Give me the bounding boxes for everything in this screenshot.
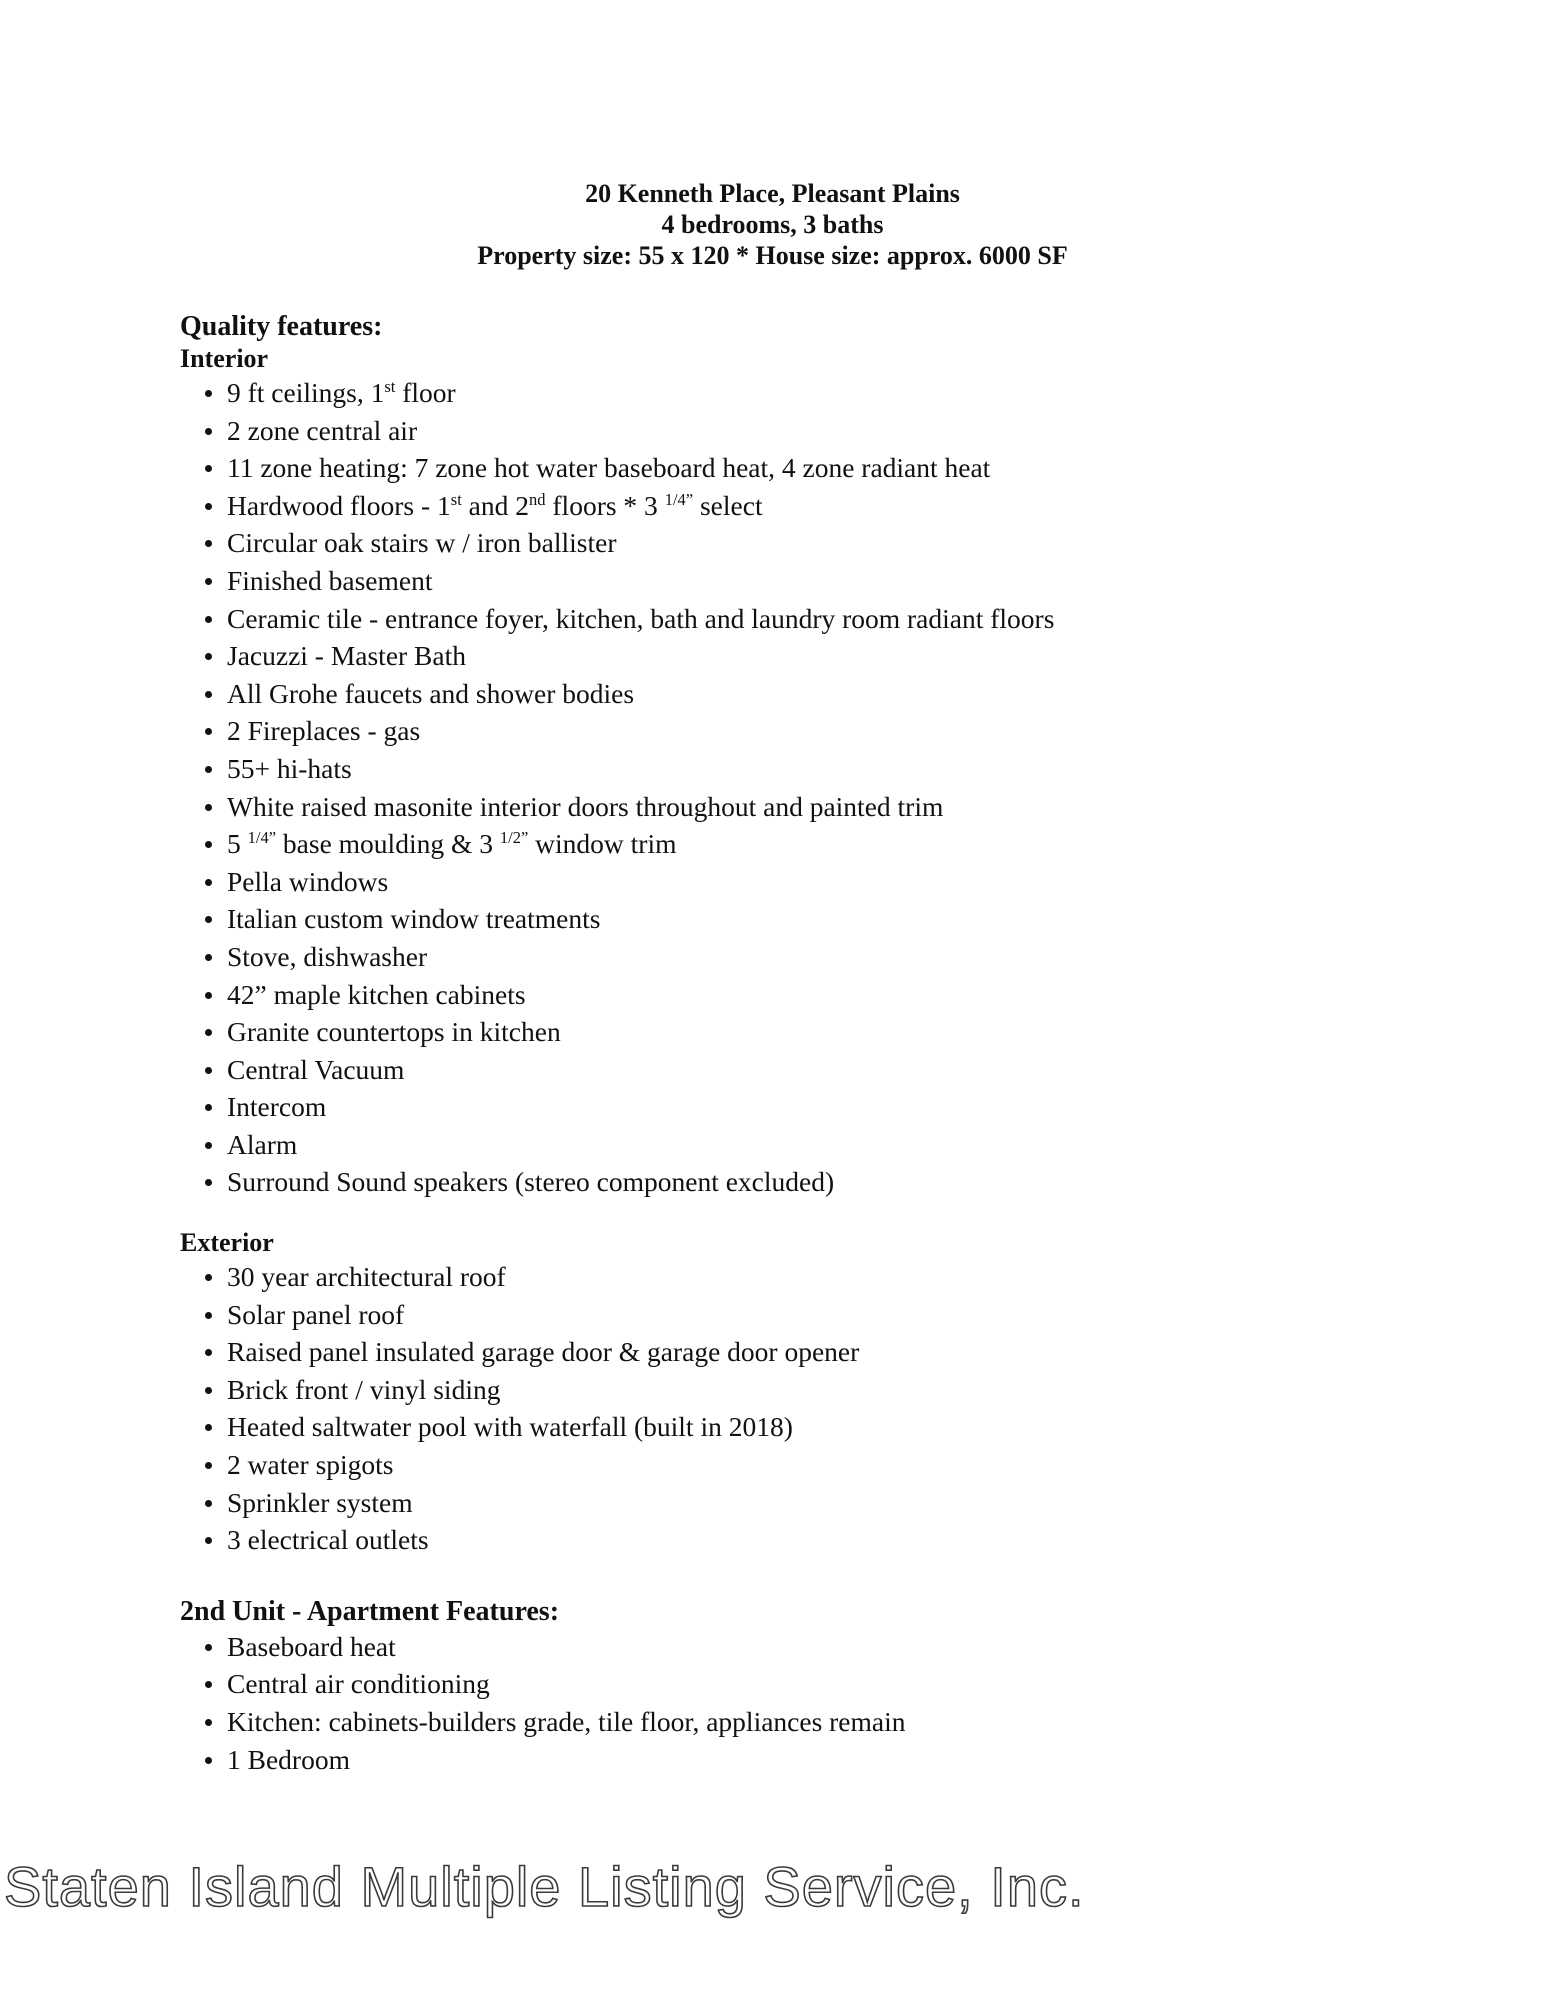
bullet-icon [205, 1349, 212, 1356]
bullet-icon [205, 766, 212, 773]
list-item-text: Solar panel roof [227, 1298, 405, 1330]
list-item-text: Jacuzzi - Master Bath [227, 640, 467, 672]
list-item-text: All Grohe faucets and shower bodies [227, 677, 635, 709]
bullet-icon [205, 540, 212, 547]
list-item [180, 900, 1380, 938]
list-item [180, 1258, 1380, 1296]
list-item [180, 750, 1380, 788]
property-size-line: Property size: 55 x 120 * House size: approx. 6000 SF [477, 241, 1068, 270]
list-item-text: 2 water spigots [227, 1449, 394, 1481]
list-item [180, 1013, 1380, 1051]
list-item-text: window trim [528, 828, 677, 860]
list-item-text: 42” maple kitchen cabinets [227, 978, 526, 1010]
bullet-icon [205, 1274, 212, 1281]
bullet-icon [205, 1644, 212, 1651]
superscript-text: st [384, 376, 396, 396]
bullet-icon [205, 1500, 212, 1507]
exterior-heading: Exterior [180, 1228, 274, 1258]
bullet-icon [205, 503, 212, 510]
quality-features-heading: Quality features: [180, 311, 383, 342]
list-item [180, 788, 1380, 826]
bullet-icon [205, 728, 212, 735]
bullet-icon [205, 691, 212, 698]
bullet-icon [205, 653, 212, 660]
bullet-icon [205, 578, 212, 585]
list-item [180, 1741, 1380, 1779]
bedrooms-baths: 4 bedrooms, 3 baths [661, 210, 884, 239]
list-item [180, 449, 1380, 487]
list-item-text: Finished basement [227, 564, 433, 596]
list-item [180, 1484, 1380, 1522]
list-item-text: Kitchen: cabinets-builders grade, tile floor, appliances remain [227, 1706, 906, 1737]
list-item-text: Heated saltwater pool with waterfall (built in 2018) [227, 1411, 793, 1443]
list-item-text: Pella windows [227, 865, 389, 897]
list-item [180, 1296, 1380, 1334]
exterior-feature-list [180, 1258, 1380, 1559]
list-item [180, 487, 1380, 525]
list-item [180, 976, 1380, 1014]
list-item-text: 3 electrical outlets [227, 1524, 429, 1556]
list-item [180, 1371, 1380, 1409]
list-item [180, 1446, 1380, 1484]
list-item [180, 637, 1380, 675]
list-item-text: Central Vacuum [227, 1053, 405, 1085]
list-item [180, 1051, 1380, 1089]
bullet-icon [205, 1067, 212, 1074]
bullet-icon [205, 390, 212, 397]
list-item-text: select [693, 489, 763, 521]
bullet-icon [205, 992, 212, 999]
list-item-text: Granite countertops in kitchen [227, 1016, 561, 1048]
list-item [180, 1521, 1380, 1559]
list-item-text: and 2 [461, 489, 530, 521]
list-item-text: Hardwood floors - 1 [227, 489, 451, 521]
list-item-text: 55+ hi-hats [227, 752, 352, 784]
list-item-text: Sprinkler system [227, 1486, 413, 1518]
list-item [180, 1665, 1380, 1703]
superscript-text: 1/4” [664, 489, 694, 509]
bullet-icon [205, 1757, 212, 1764]
property-address: 20 Kenneth Place, Pleasant Plains [585, 179, 960, 208]
list-item [180, 863, 1380, 901]
list-item [180, 562, 1380, 600]
list-item-text: 5 [227, 828, 248, 860]
bullet-icon [205, 1424, 212, 1431]
list-item-text: Raised panel insulated garage door & garage door opener [227, 1336, 860, 1368]
apartment-features-heading: 2nd Unit - Apartment Features: [180, 1595, 560, 1627]
bullet-icon [205, 1029, 212, 1036]
list-item [180, 1628, 1380, 1666]
list-item-text: Circular oak stairs w / iron ballister [227, 527, 617, 559]
superscript-text: nd [529, 489, 546, 509]
superscript-text: 1/2” [499, 827, 529, 847]
list-item-text: base moulding & 3 [276, 828, 500, 860]
bullet-icon [205, 1681, 212, 1688]
list-item-text: Surround Sound speakers (stereo component excluded) [227, 1166, 835, 1198]
list-item [180, 1333, 1380, 1371]
interior-heading: Interior [180, 344, 269, 373]
list-item [180, 1163, 1380, 1201]
list-item [180, 825, 1380, 863]
bullet-icon [205, 841, 212, 848]
list-item-text: 9 ft ceilings, 1 [227, 377, 385, 408]
list-item-text: Italian custom window treatments [227, 903, 601, 935]
bullet-icon [205, 916, 212, 923]
list-item [180, 524, 1380, 562]
list-item-text: Stove, dishwasher [227, 940, 428, 972]
bullet-icon [205, 616, 212, 623]
bullet-icon [205, 465, 212, 472]
list-item-text: Brick front / vinyl siding [227, 1373, 501, 1405]
apartment-feature-list [180, 1628, 1380, 1778]
list-item-text: floor [395, 377, 456, 408]
superscript-text: st [450, 489, 462, 509]
interior-feature-list [180, 374, 1380, 1201]
list-item [180, 1408, 1380, 1446]
list-item-text: Central air conditioning [227, 1668, 490, 1700]
document-header [0, 178, 1545, 271]
bullet-icon [205, 1312, 212, 1319]
bullet-icon [205, 804, 212, 811]
list-item-text: White raised masonite interior doors throughout and painted trim [227, 790, 944, 822]
section-spacer [180, 1559, 1380, 1596]
bullet-icon [205, 1462, 212, 1469]
list-item [180, 1126, 1380, 1164]
list-item-text: Intercom [227, 1091, 327, 1123]
list-item [180, 412, 1380, 450]
list-item-text: floors * 3 [545, 489, 665, 521]
bullet-icon [205, 954, 212, 961]
bullet-icon [205, 1719, 212, 1726]
bullet-icon [205, 1387, 212, 1394]
superscript-text: 1/4” [247, 827, 277, 847]
mls-watermark: Staten Island Multiple Listing Service, Inc. [4, 1855, 1085, 1918]
bullet-icon [205, 1142, 212, 1149]
list-item [180, 675, 1380, 713]
list-item [180, 600, 1380, 638]
bullet-icon [205, 1179, 212, 1186]
bullet-icon [205, 428, 212, 435]
bullet-icon [205, 1104, 212, 1111]
list-item [180, 712, 1380, 750]
list-item-text: 11 zone heating: 7 zone hot water baseboard heat, 4 zone radiant heat [227, 452, 991, 484]
list-item [180, 374, 1380, 412]
bullet-icon [205, 879, 212, 886]
section-spacer [180, 1201, 1380, 1227]
list-item-text: Alarm [227, 1128, 298, 1160]
features-content [180, 311, 1380, 1778]
list-item-text: Ceramic tile - entrance foyer, kitchen, bath and laundry room radiant floors [227, 602, 1055, 634]
list-item-text: 30 year architectural roof [227, 1261, 506, 1293]
list-item-text: 1 Bedroom [227, 1743, 350, 1775]
list-item-text: 2 Fireplaces - gas [227, 715, 421, 747]
list-item [180, 938, 1380, 976]
list-item [180, 1088, 1380, 1126]
bullet-icon [205, 1537, 212, 1544]
list-item-text: 2 zone central air [227, 414, 418, 446]
list-item-text: Baseboard heat [227, 1630, 396, 1662]
list-item [180, 1703, 1380, 1741]
